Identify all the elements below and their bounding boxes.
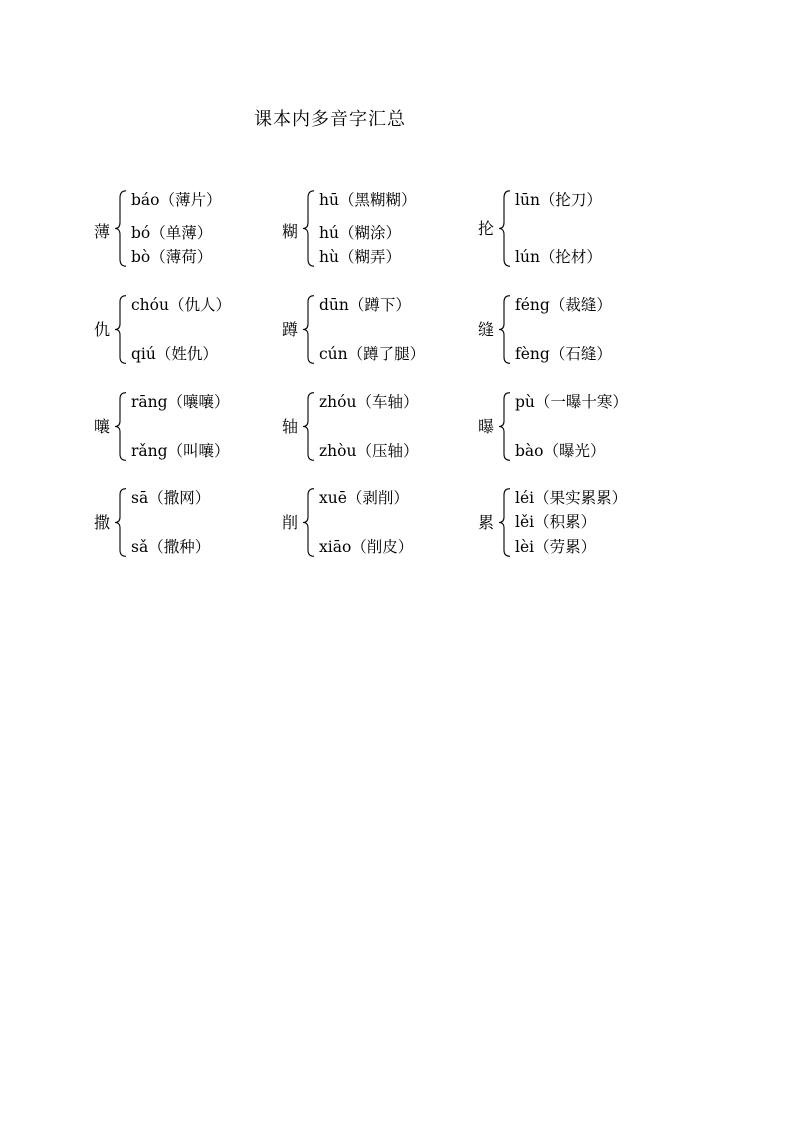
reading-line: cún（蹲了腿） — [319, 345, 426, 363]
reading-line: rāng（嚷嚷） — [131, 393, 230, 411]
brace-icon — [302, 488, 316, 557]
reading-line: sǎ（撒种） — [131, 538, 211, 556]
brace-icon — [498, 392, 512, 461]
character: 削 — [282, 512, 299, 532]
character: 糊 — [282, 221, 299, 241]
polyphonic-group-3 — [478, 190, 668, 270]
brace-icon — [114, 392, 128, 461]
polyphonic-group-8 — [282, 392, 472, 472]
polyphonic-group-9 — [478, 392, 668, 472]
character: 抡 — [478, 218, 495, 238]
character: 撒 — [94, 512, 111, 532]
reading-line: féng（裁缝） — [515, 296, 612, 314]
reading-line: zhòu（压轴） — [319, 442, 419, 460]
brace-icon — [302, 295, 316, 364]
polyphonic-group-1 — [94, 190, 284, 270]
page-title: 课本内多音字汇总 — [254, 109, 406, 130]
polyphonic-group-10 — [94, 488, 284, 568]
reading-line: bò（薄荷） — [131, 248, 213, 266]
reading-line: bào（曝光） — [515, 442, 606, 460]
reading-line: pù（一曝十寒） — [515, 393, 628, 411]
polyphonic-group-6 — [478, 295, 668, 375]
reading-line: hū（黑糊糊） — [319, 191, 417, 209]
brace-icon — [498, 488, 512, 557]
reading-line: dūn（蹲下） — [319, 296, 411, 314]
character: 累 — [478, 512, 495, 532]
brace-icon — [302, 190, 316, 267]
reading-line: rǎng（叫嚷） — [131, 442, 230, 460]
brace-icon — [498, 295, 512, 364]
reading-line: xiāo（削皮） — [319, 538, 414, 556]
character: 缝 — [478, 319, 495, 339]
reading-line: qiú（姓仇） — [131, 345, 218, 363]
reading-line: léi（果实累累） — [515, 489, 628, 507]
character: 仇 — [94, 319, 111, 339]
brace-icon — [114, 488, 128, 557]
character: 轴 — [282, 416, 299, 436]
brace-icon — [114, 190, 128, 267]
character: 嚷 — [94, 416, 111, 436]
character: 薄 — [94, 221, 111, 241]
reading-line: sā（撒网） — [131, 489, 211, 507]
character: 蹲 — [282, 319, 299, 339]
reading-line: lún（抡材） — [515, 248, 602, 266]
reading-line: lūn（抡刀） — [515, 191, 602, 209]
reading-line: hù（糊弄） — [319, 248, 401, 266]
reading-line: fèng（石缝） — [515, 345, 612, 363]
polyphonic-group-12 — [478, 488, 668, 568]
polyphonic-group-7 — [94, 392, 284, 472]
brace-icon — [498, 190, 512, 267]
character: 曝 — [478, 416, 495, 436]
reading-line: xuē（剥削） — [319, 489, 409, 507]
brace-icon — [114, 295, 128, 364]
reading-line: lěi（积累） — [515, 513, 597, 531]
reading-line: báo（薄片） — [131, 191, 222, 209]
reading-line: zhóu（车轴） — [319, 393, 419, 411]
polyphonic-group-2 — [282, 190, 472, 270]
reading-line: bó（单薄） — [131, 224, 213, 242]
polyphonic-group-5 — [282, 295, 472, 375]
reading-line: lèi（劳累） — [515, 538, 597, 556]
reading-line: chóu（仇人） — [131, 296, 231, 314]
polyphonic-group-11 — [282, 488, 472, 568]
brace-icon — [302, 392, 316, 461]
reading-line: hú（糊涂） — [319, 224, 401, 242]
polyphonic-group-4 — [94, 295, 284, 375]
